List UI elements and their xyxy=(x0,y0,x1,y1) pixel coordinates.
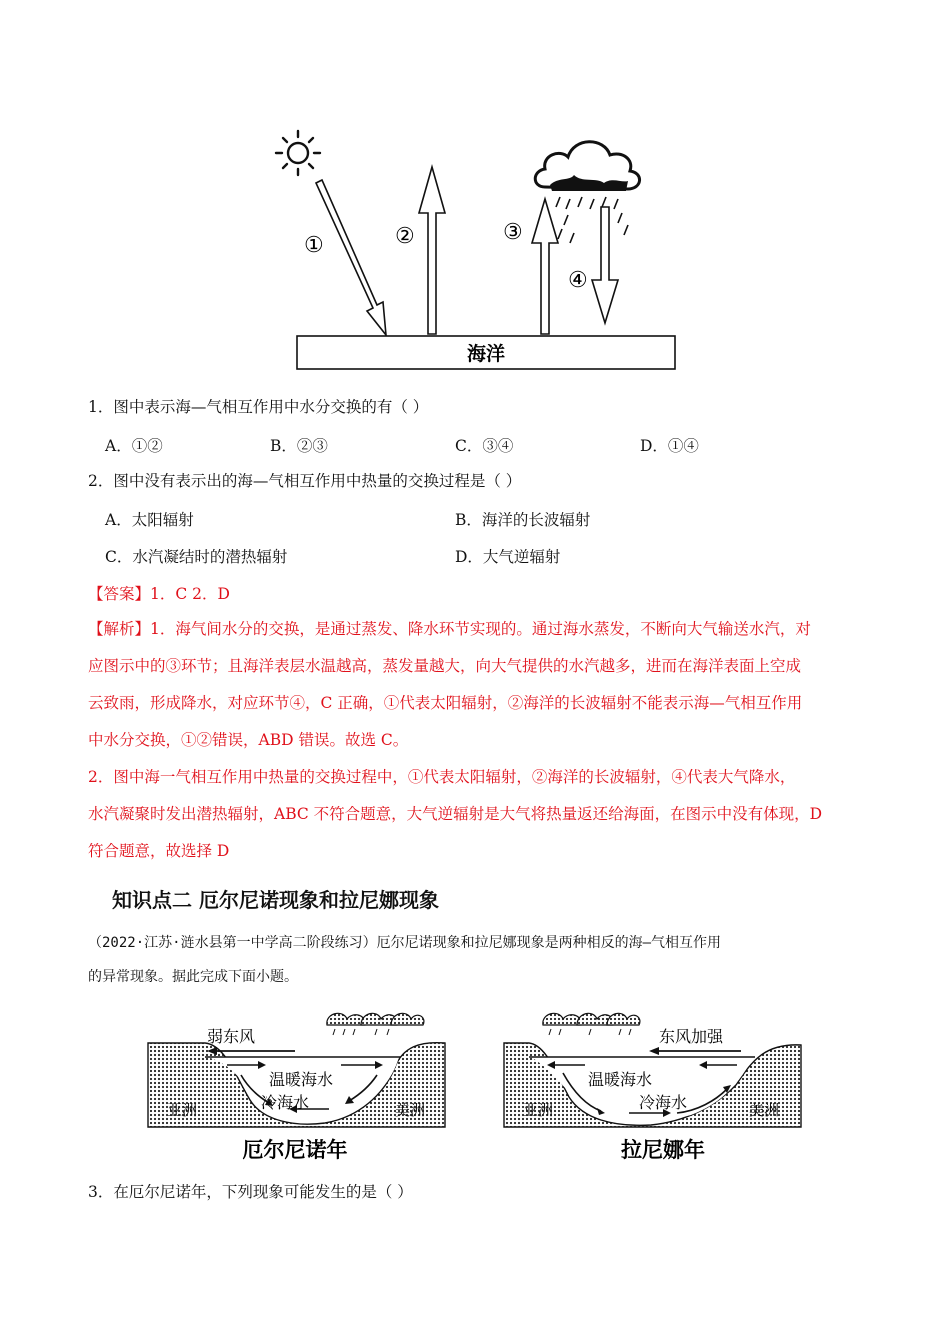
la-nina-caption: 拉尼娜年 xyxy=(621,1137,705,1162)
analysis-line: 1．海气间水分的交换，是通过蒸发、降水环节实现的。通过海水蒸发，不断向大气输送水汽，对 xyxy=(150,620,811,638)
cloud-icon xyxy=(543,1013,640,1035)
cloud-icon xyxy=(327,1013,424,1035)
la-nina-america-label: 美洲 xyxy=(749,1101,780,1119)
analysis-line: 水汽凝聚时发出潜热辐射，ABC 不符合题意，大气逆辐射是大气将热量返还给海面，在图示中没有体现，D xyxy=(88,805,823,823)
analysis-line: 符合题意，故选择 D xyxy=(88,842,230,860)
q2-option-a: A．太阳辐射 xyxy=(105,511,194,529)
marker-4: ④ xyxy=(568,268,588,293)
el-nino-america-label: 美洲 xyxy=(395,1101,426,1119)
q1-option-d: D．①④ xyxy=(640,437,699,455)
enso-figure xyxy=(145,1005,810,1170)
q2-option-d: D．大气逆辐射 xyxy=(455,548,561,566)
q2-option-c: C．水汽凝结时的潜热辐射 xyxy=(105,548,288,566)
q1-option-c: C．③④ xyxy=(455,437,514,455)
el-nino-warm-label: 温暖海水 xyxy=(269,1070,334,1089)
analysis-line: 2．图中海一气相互作用中热量的交换过程中，①代表太阳辐射，②海洋的长波辐射，④代表大气降水， xyxy=(88,768,796,786)
longwave-radiation-arrow xyxy=(419,167,445,334)
sea-air-figure xyxy=(270,125,690,375)
section-title: 知识点二 厄尔尼诺现象和拉尼娜现象 xyxy=(112,888,439,912)
answer-text: 1．C 2．D xyxy=(150,585,230,603)
la-nina-warm-label: 温暖海水 xyxy=(588,1070,653,1089)
analysis-line: 云致雨，形成降水，对应环节④，C 正确，①代表太阳辐射，②海洋的长波辐射不能表示海—气相互作用 xyxy=(88,694,803,712)
analysis-line: 中水分交换，①②错误，ABD 错误。故选 C。 xyxy=(88,731,409,749)
sun-icon xyxy=(276,131,320,175)
el-nino-wind-label: 弱东风 xyxy=(207,1027,256,1046)
marker-1: ① xyxy=(304,233,324,258)
analysis-block xyxy=(88,611,878,870)
q1-stem: 1．图中表示海—气相互作用中水分交换的有（ ） xyxy=(88,398,429,416)
q2-option-b: B．海洋的长波辐射 xyxy=(455,511,591,529)
source-line: 的异常现象。据此完成下面小题。 xyxy=(88,969,298,985)
la-nina-wind-label: 东风加强 xyxy=(659,1027,724,1046)
el-nino-caption: 厄尔尼诺年 xyxy=(242,1137,348,1162)
analysis-line: 应图示中的③环节；且海洋表层水温越高，蒸发量越大，向大气提供的水汽越多，进而在海洋表面上空成 xyxy=(88,657,802,675)
source-block xyxy=(88,926,868,994)
precipitation-arrow xyxy=(592,207,618,323)
ocean-label: 海洋 xyxy=(466,343,506,365)
solar-radiation-arrow xyxy=(316,180,386,335)
q2-stem: 2．图中没有表示出的海—气相互作用中热量的交换过程是（ ） xyxy=(88,472,522,490)
la-nina-cold-label: 冷海水 xyxy=(639,1093,688,1112)
la-nina-asia-label: 亚洲 xyxy=(523,1101,554,1119)
q3-stem: 3．在厄尔尼诺年，下列现象可能发生的是（ ） xyxy=(88,1183,413,1201)
q1-option-a: A．①② xyxy=(105,437,163,455)
answer-tag: 【答案】 xyxy=(88,585,151,603)
evaporation-arrow xyxy=(532,199,558,334)
analysis-tag: 【解析】 xyxy=(88,620,151,638)
q1-option-b: B．②③ xyxy=(270,437,328,455)
answer-line xyxy=(88,582,230,604)
el-nino-cold-label: 冷海水 xyxy=(261,1093,310,1112)
marker-2: ② xyxy=(395,224,415,249)
el-nino-asia-label: 亚洲 xyxy=(167,1101,198,1119)
marker-3: ③ xyxy=(503,220,523,245)
source-line: （2022·江苏·涟水县第一中学高二阶段练习）厄尔尼诺现象和拉尼娜现象是两种相反的海—气相互作用 xyxy=(88,935,721,951)
